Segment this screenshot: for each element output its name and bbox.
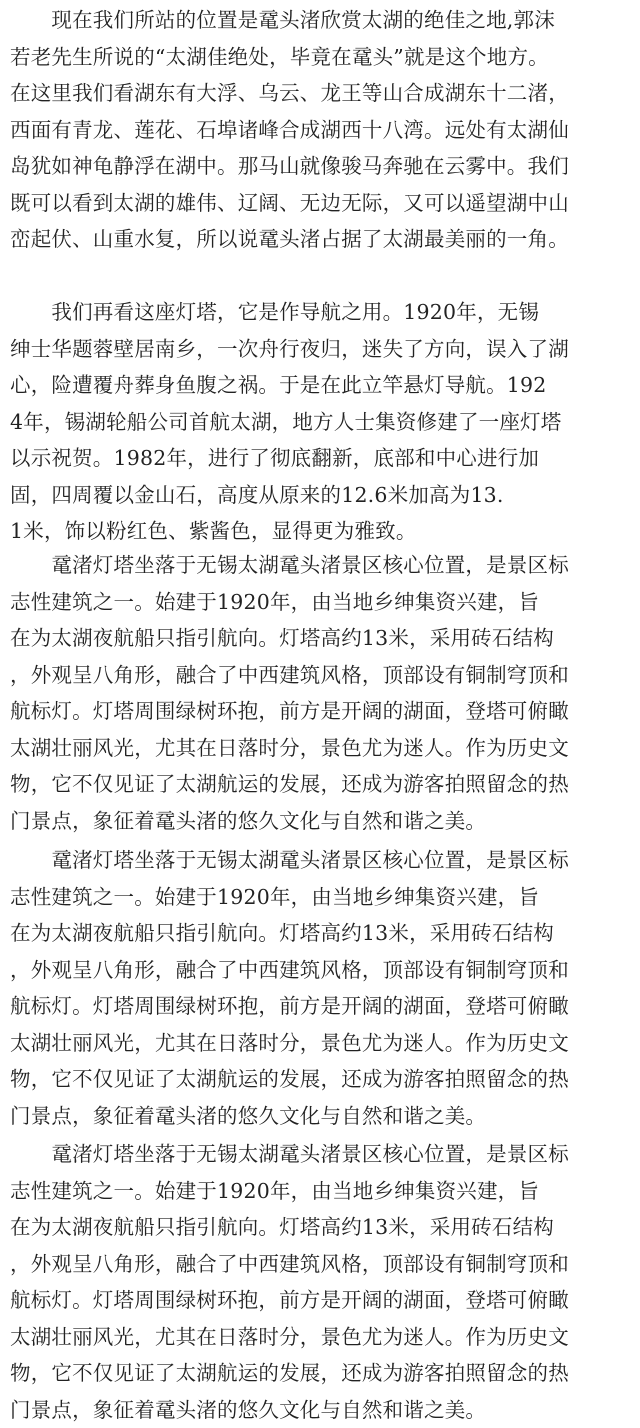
text-line: 我们再看这座灯塔，它是作导航之用。1920年，无锡: [10, 294, 635, 331]
text-line: 鼋渚灯塔坐落于无锡太湖鼋头渚景区核心位置，是景区标: [10, 842, 635, 879]
text-line: 心，险遭覆舟葬身鱼腹之祸。于是在此立竿悬灯导航。192: [10, 367, 635, 404]
text-line: 现在我们所站的位置是鼋头渚欣赏太湖的绝佳之地,郭沫: [10, 2, 635, 39]
text-line: 在为太湖夜航船只指引航向。灯塔高约13米，采用砖石结构: [10, 915, 635, 952]
paragraph-lighthouse-description: [10, 842, 635, 1134]
text-line: 门景点，象征着鼋头渚的悠久文化与自然和谐之美。: [10, 803, 635, 840]
text-line: 物，它不仅见证了太湖航运的发展，还成为游客拍照留念的热: [10, 1061, 635, 1098]
text-line: 鼋渚灯塔坐落于无锡太湖鼋头渚景区核心位置，是景区标: [10, 1136, 635, 1173]
text-line: 若老先生所说的“太湖佳绝处，毕竟在鼋头”就是这个地方。: [10, 39, 635, 76]
text-line: 太湖壮丽风光，尤其在日落时分，景色尤为迷人。作为历史文: [10, 1319, 635, 1356]
text-line: 物，它不仅见证了太湖航运的发展，还成为游客拍照留念的热: [10, 1355, 635, 1392]
text-line: 西面有青龙、莲花、石埠诸峰合成湖西十八湾。远处有太湖仙: [10, 112, 635, 149]
paragraph-lighthouse-description: [10, 547, 635, 839]
text-line: 既可以看到太湖的雄伟、辽阔、无边无际，又可以遥望湖中山: [10, 185, 635, 222]
text-line: 固，四周覆以金山石，高度从原来的12.6米加高为13.: [10, 477, 635, 514]
text-line: ，外观呈八角形，融合了中西建筑风格，顶部设有铜制穹顶和: [10, 1246, 635, 1283]
text-line: 1米，饰以粉红色、紫酱色，显得更为雅致。: [10, 513, 635, 550]
text-line: 航标灯。灯塔周围绿树环抱，前方是开阔的湖面，登塔可俯瞰: [10, 693, 635, 730]
text-line: 门景点，象征着鼋头渚的悠久文化与自然和谐之美。: [10, 1098, 635, 1135]
text-line: 在为太湖夜航船只指引航向。灯塔高约13米，采用砖石结构: [10, 620, 635, 657]
text-line: 岛犹如神龟静浮在湖中。那马山就像骏马奔驰在云雾中。我们: [10, 148, 635, 185]
text-line: 志性建筑之一。始建于1920年，由当地乡绅集资兴建，旨: [10, 584, 635, 621]
paragraph-yuantouzhu-view: [10, 2, 635, 258]
text-line: 门景点，象征着鼋头渚的悠久文化与自然和谐之美。: [10, 1392, 635, 1428]
text-line: 物，它不仅见证了太湖航运的发展，还成为游客拍照留念的热: [10, 766, 635, 803]
text-line: 太湖壮丽风光，尤其在日落时分，景色尤为迷人。作为历史文: [10, 730, 635, 767]
text-line: 航标灯。灯塔周围绿树环抱，前方是开阔的湖面，登塔可俯瞰: [10, 1282, 635, 1319]
text-line: 绅士华题蓉壁居南乡，一次舟行夜归，迷失了方向，误入了湖: [10, 331, 635, 368]
text-line: 在这里我们看湖东有大浮、乌云、龙王等山合成湖东十二渚，: [10, 75, 635, 112]
text-line: 航标灯。灯塔周围绿树环抱，前方是开阔的湖面，登塔可俯瞰: [10, 988, 635, 1025]
paragraph-lighthouse-history: [10, 294, 635, 550]
text-line: 以示祝贺。1982年，进行了彻底翻新，底部和中心进行加: [10, 440, 635, 477]
text-line: 峦起伏、山重水复，所以说鼋头渚占据了太湖最美丽的一角。: [10, 221, 635, 258]
text-line: 志性建筑之一。始建于1920年，由当地乡绅集资兴建，旨: [10, 879, 635, 916]
paragraph-lighthouse-description: [10, 1136, 635, 1428]
text-line: 太湖壮丽风光，尤其在日落时分，景色尤为迷人。作为历史文: [10, 1025, 635, 1062]
text-line: 志性建筑之一。始建于1920年，由当地乡绅集资兴建，旨: [10, 1173, 635, 1210]
text-line: ，外观呈八角形，融合了中西建筑风格，顶部设有铜制穹顶和: [10, 952, 635, 989]
text-line: 在为太湖夜航船只指引航向。灯塔高约13米，采用砖石结构: [10, 1209, 635, 1246]
text-line: ，外观呈八角形，融合了中西建筑风格，顶部设有铜制穹顶和: [10, 657, 635, 694]
text-line: 鼋渚灯塔坐落于无锡太湖鼋头渚景区核心位置，是景区标: [10, 547, 635, 584]
text-line: 4年，锡湖轮船公司首航太湖，地方人士集资修建了一座灯塔: [10, 404, 635, 441]
